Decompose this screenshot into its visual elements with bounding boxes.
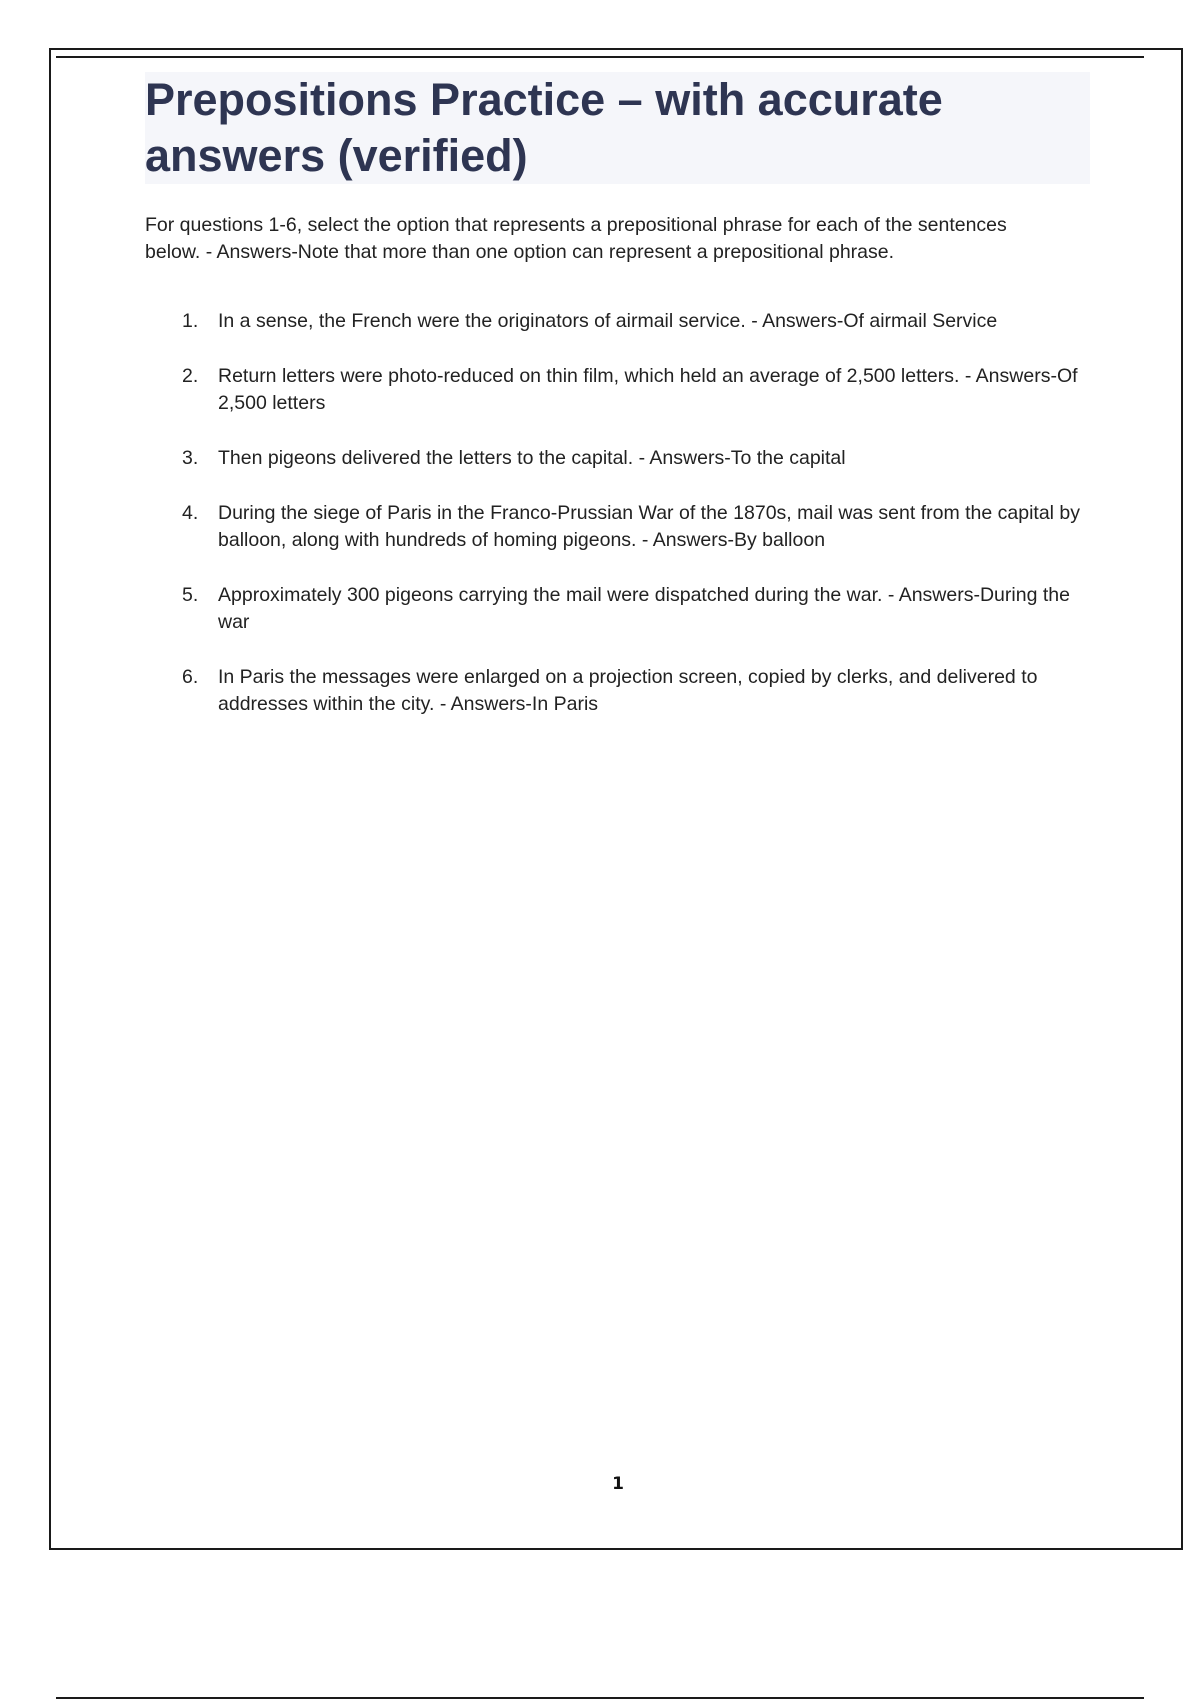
- question-number: 5.: [182, 584, 199, 606]
- question-number: 4.: [182, 502, 199, 524]
- question-text: In Paris the messages were enlarged on a projection screen, copied by clerks, and delivered to addresses within the city. - Answers-In Paris: [218, 666, 1038, 715]
- question-item: [145, 664, 1090, 718]
- page-number: 1: [612, 1474, 624, 1494]
- question-text: Approximately 300 pigeons carrying the mail were dispatched during the war. - Answers-During the war: [218, 584, 1070, 633]
- question-list: [145, 308, 1090, 746]
- question-item: [145, 445, 1090, 472]
- question-item: [145, 500, 1090, 554]
- top-rule: [56, 56, 1144, 58]
- question-text: Then pigeons delivered the letters to the capital. - Answers-To the capital: [218, 447, 846, 469]
- question-number: 2.: [182, 365, 199, 387]
- question-number: 3.: [182, 447, 199, 469]
- question-text: In a sense, the French were the originators of airmail service. - Answers-Of airmail Service: [218, 310, 998, 332]
- question-item: [145, 363, 1090, 417]
- question-item: [145, 582, 1090, 636]
- question-number: 6.: [182, 666, 199, 688]
- title-block: [145, 72, 1090, 184]
- question-item: [145, 308, 1090, 335]
- question-number: 1.: [182, 310, 199, 332]
- instructions-text: For questions 1-6, select the option that represents a prepositional phrase for each of the sentences below. - Answers-Note that more than one option can represent a prepositional phrase.: [145, 214, 1007, 263]
- bottom-rule: [56, 1697, 1144, 1699]
- question-text: Return letters were photo-reduced on thin film, which held an average of 2,500 letters. - Answers-Of 2,500 letters: [218, 365, 1078, 414]
- page-border: [49, 48, 1183, 1550]
- question-text: During the siege of Paris in the Franco-Prussian War of the 1870s, mail was sent from the capital by balloon, along with hundreds of homing pigeons. - Answers-By balloon: [218, 502, 1081, 551]
- page-title: Prepositions Practice – with accurate answers (verified): [145, 74, 943, 181]
